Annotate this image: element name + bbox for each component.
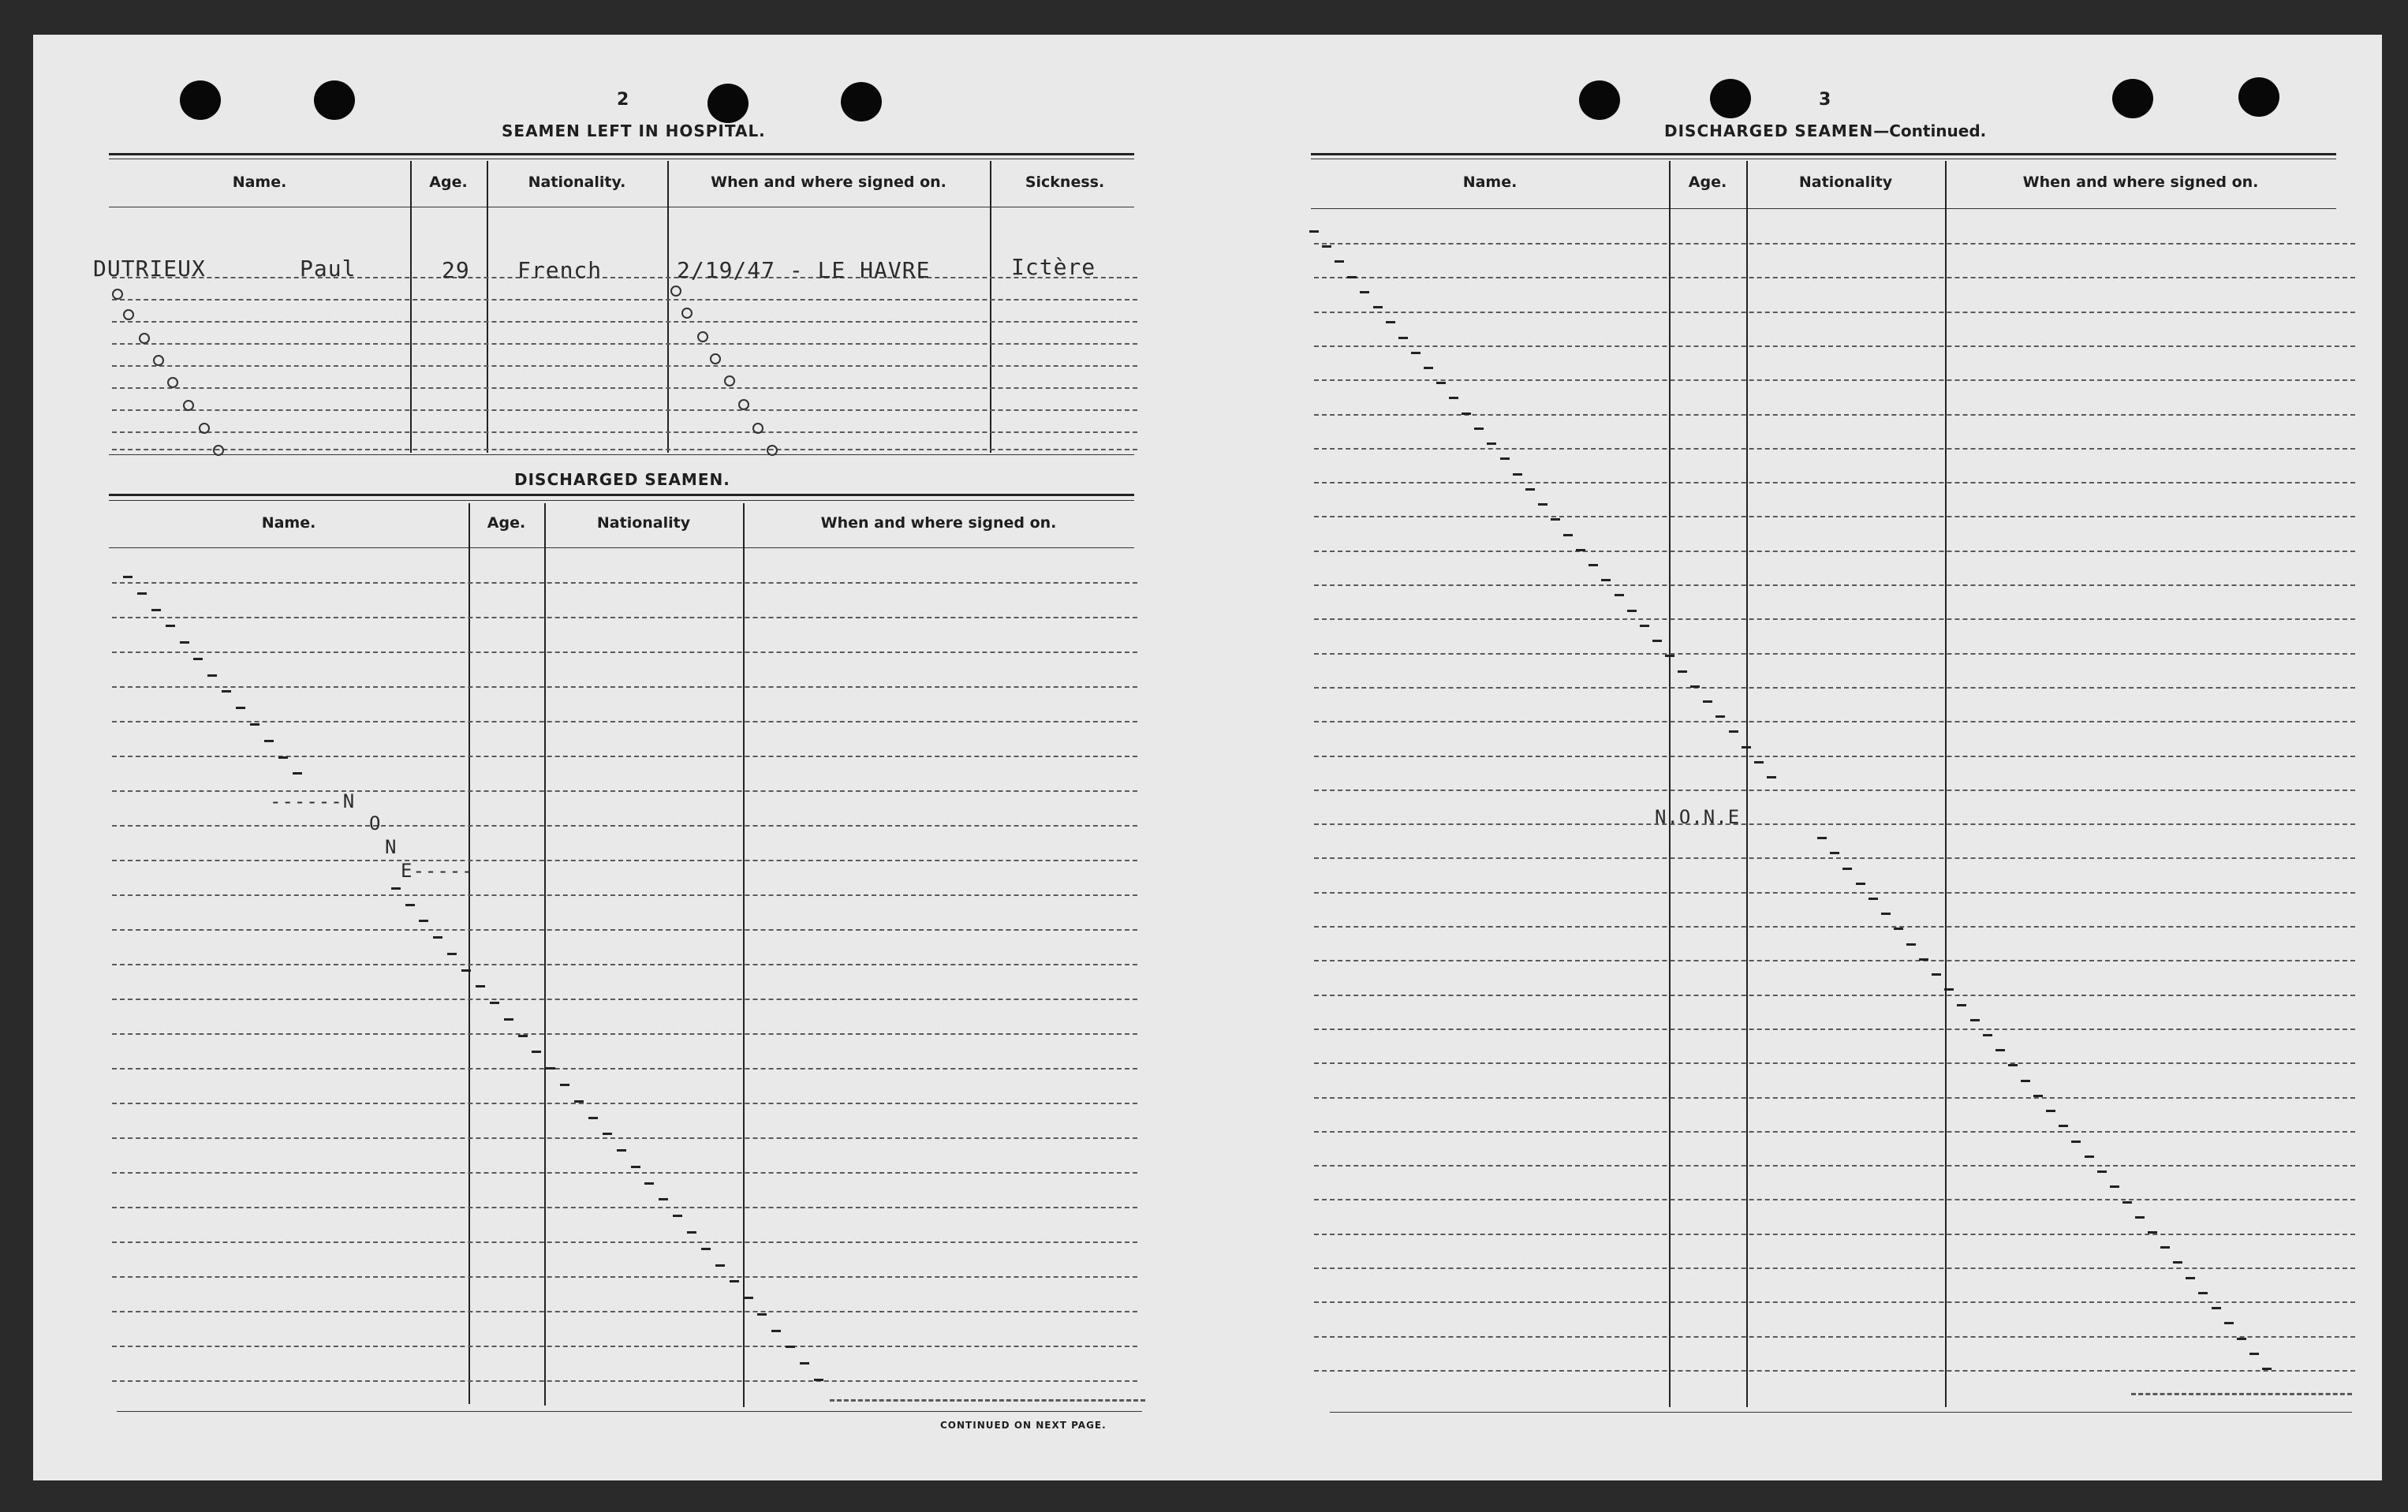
ditto-dash bbox=[1424, 367, 1433, 369]
ditto-dash bbox=[1817, 837, 1827, 839]
ruled-line bbox=[1314, 1029, 2355, 1030]
ditto-dash bbox=[391, 887, 401, 890]
ditto-dash bbox=[1995, 1049, 2005, 1051]
ditto-dash bbox=[771, 1330, 781, 1332]
ditto-dash bbox=[490, 1002, 499, 1004]
ditto-dash bbox=[1970, 1019, 1980, 1021]
ruled-line bbox=[1314, 1336, 2355, 1338]
ditto-dash bbox=[2059, 1125, 2068, 1127]
ruled-line bbox=[1314, 687, 2355, 689]
ditto-dash bbox=[701, 1248, 711, 1250]
table-bottom-rule bbox=[117, 1411, 1142, 1412]
col-nationality: Nationality bbox=[1798, 174, 1893, 191]
ditto-dash bbox=[2135, 1216, 2145, 1219]
ruled-line bbox=[112, 686, 1137, 688]
ditto-dash bbox=[123, 576, 133, 578]
entry-surname: DUTRIEUX bbox=[93, 256, 206, 282]
ditto-dash bbox=[2110, 1185, 2119, 1188]
entry-nationality: French bbox=[517, 257, 603, 283]
ruled-line bbox=[1314, 551, 2355, 552]
ditto-dash bbox=[730, 1280, 739, 1282]
ditto-dash bbox=[2212, 1307, 2221, 1309]
ditto-dash bbox=[461, 969, 471, 972]
col-nationality: Nationality. bbox=[528, 174, 626, 191]
ditto-dash bbox=[1551, 518, 1560, 521]
ditto-dash bbox=[1335, 260, 1344, 263]
ruled-line bbox=[1314, 892, 2355, 894]
left-page bbox=[33, 35, 1208, 1480]
ditto-dash bbox=[1957, 1004, 1966, 1006]
ditto-dash bbox=[2085, 1155, 2094, 1158]
ditto-dash bbox=[1729, 730, 1738, 733]
ditto-dash bbox=[236, 707, 245, 709]
col-name: Name. bbox=[261, 514, 316, 532]
ruled-line bbox=[112, 651, 1137, 653]
punch-hole bbox=[1710, 79, 1751, 118]
table-bottom-rule bbox=[1330, 1412, 2352, 1413]
ditto-dash bbox=[1919, 958, 1928, 961]
ditto-dash bbox=[1842, 868, 1852, 870]
col-name: Name. bbox=[1462, 174, 1518, 191]
ditto-dash bbox=[1627, 610, 1637, 612]
ruled-line bbox=[1314, 584, 2355, 586]
ditto-dash bbox=[1715, 715, 1725, 718]
ruled-line bbox=[1314, 926, 2355, 928]
ditto-dash bbox=[222, 690, 231, 693]
ditto-dash bbox=[2262, 1368, 2272, 1370]
ditto-dash bbox=[1513, 473, 1522, 476]
ditto-dash bbox=[137, 592, 147, 595]
ditto-dash bbox=[673, 1215, 682, 1217]
ruled-line bbox=[112, 1207, 1137, 1208]
ditto-dash bbox=[504, 1018, 513, 1021]
ditto-dash bbox=[1474, 427, 1484, 430]
ditto-dash bbox=[2021, 1080, 2030, 1082]
entry-given-name: Paul bbox=[300, 256, 357, 282]
ditto-dash bbox=[1589, 564, 1598, 566]
ditto-dash bbox=[1703, 700, 1712, 703]
ruled-line bbox=[112, 1276, 1137, 1278]
entry-age: 29 bbox=[442, 257, 470, 283]
ditto-dash bbox=[2173, 1261, 2182, 1264]
ditto-dash bbox=[207, 674, 217, 677]
ditto-dash bbox=[180, 641, 189, 644]
punch-hole bbox=[1579, 80, 1620, 120]
ruled-line bbox=[112, 1068, 1137, 1070]
punch-hole bbox=[180, 80, 221, 120]
ditto-dash bbox=[1436, 382, 1446, 384]
col-age: Age. bbox=[429, 174, 468, 191]
table-top-rule bbox=[109, 153, 1134, 155]
ditto-dash bbox=[659, 1198, 668, 1200]
none-mark: E----- bbox=[401, 860, 474, 882]
ditto-dash bbox=[617, 1149, 626, 1152]
ruled-line bbox=[1314, 516, 2355, 517]
ditto-dash bbox=[2046, 1110, 2055, 1112]
col-age: Age. bbox=[487, 514, 526, 532]
ruled-line bbox=[1314, 1131, 2355, 1133]
ditto-dash bbox=[2224, 1322, 2234, 1324]
ditto-dash bbox=[278, 756, 288, 759]
entry-sickness: Ictère bbox=[1011, 254, 1096, 280]
ditto-dash bbox=[1830, 852, 1839, 854]
ruled-line bbox=[1314, 1165, 2355, 1167]
ditto-dash bbox=[1615, 594, 1624, 596]
ditto-dash bbox=[1563, 534, 1573, 536]
ditto-dash bbox=[405, 904, 415, 906]
entry-signed-on: 2/19/47 - LE HAVRE bbox=[677, 257, 931, 283]
ditto-dash bbox=[2198, 1292, 2208, 1294]
col-signed-on: When and where signed on. bbox=[820, 514, 1057, 532]
ditto-dash bbox=[1538, 503, 1547, 506]
ditto-dash bbox=[2033, 1095, 2043, 1097]
page-number: 3 bbox=[1819, 90, 1831, 110]
ditto-dash bbox=[800, 1362, 809, 1365]
ditto-dash bbox=[1360, 291, 1369, 293]
ditto-dash bbox=[631, 1166, 640, 1168]
none-mark: N bbox=[385, 836, 398, 858]
ditto-dash bbox=[1742, 746, 1751, 749]
ditto-dash bbox=[744, 1297, 753, 1299]
ditto-dash bbox=[687, 1231, 696, 1234]
ruled-line bbox=[112, 721, 1137, 722]
ditto-dash bbox=[166, 625, 175, 627]
ruled-line bbox=[112, 1137, 1137, 1139]
hospital-section-title: SEAMEN LEFT IN HOSPITAL. bbox=[502, 121, 766, 140]
ditto-dash bbox=[250, 723, 259, 726]
col-age: Age. bbox=[1688, 174, 1727, 191]
ditto-dash bbox=[1906, 943, 1916, 946]
ruled-line bbox=[1314, 1097, 2355, 1099]
none-mark: N.O.N.E bbox=[1655, 806, 1741, 828]
ditto-dash bbox=[264, 740, 274, 742]
ditto-dash bbox=[447, 953, 457, 955]
ditto-dash bbox=[1767, 776, 1776, 778]
ditto-dash bbox=[1894, 928, 1903, 930]
ditto-dash bbox=[786, 1346, 795, 1348]
ditto-dash bbox=[433, 936, 442, 939]
col-signed-on: When and where signed on. bbox=[2022, 174, 2259, 191]
ditto-dash bbox=[532, 1051, 541, 1053]
ditto-dash bbox=[603, 1133, 612, 1135]
ruled-line bbox=[1314, 379, 2355, 381]
ditto-dash bbox=[1525, 488, 1535, 491]
ruled-line bbox=[1314, 345, 2355, 347]
ruled-line bbox=[112, 617, 1137, 618]
ruled-line bbox=[1314, 312, 2355, 313]
ditto-dash bbox=[293, 772, 302, 775]
col-signed-on: When and where signed on. bbox=[711, 174, 946, 191]
continued-footer: CONTINUED ON NEXT PAGE. bbox=[940, 1420, 1107, 1431]
ditto-dash bbox=[419, 920, 428, 922]
ditto-dash bbox=[2071, 1141, 2081, 1143]
ruled-line bbox=[1314, 995, 2355, 996]
ditto-dash bbox=[1932, 973, 1941, 976]
ruled-line bbox=[1314, 857, 2355, 859]
ditto-dash bbox=[644, 1182, 654, 1185]
ruled-line bbox=[112, 1033, 1137, 1035]
ditto-dash bbox=[1690, 685, 1700, 688]
ruled-line bbox=[112, 894, 1137, 896]
ruled-line bbox=[112, 1241, 1137, 1243]
ruled-line bbox=[1314, 756, 2355, 757]
ditto-dash bbox=[151, 609, 161, 611]
ditto-dash bbox=[1601, 579, 1611, 581]
ditto-dash bbox=[757, 1313, 767, 1316]
right-page bbox=[1248, 35, 2382, 1480]
ditto-dash bbox=[546, 1067, 555, 1070]
ditto-dash bbox=[1500, 457, 1510, 460]
ruled-line bbox=[112, 1311, 1137, 1312]
ruled-line bbox=[112, 964, 1137, 965]
ditto-dash bbox=[2186, 1277, 2195, 1279]
ditto-dash bbox=[2160, 1246, 2170, 1249]
ditto-dash bbox=[2122, 1201, 2132, 1204]
ruled-line bbox=[1314, 243, 2355, 245]
ruled-line bbox=[1314, 448, 2355, 450]
ditto-dash bbox=[1754, 761, 1764, 763]
ditto-dash bbox=[1462, 413, 1471, 415]
ditto-dash bbox=[1640, 625, 1649, 627]
ruled-line bbox=[1314, 482, 2355, 483]
ditto-dash bbox=[1944, 988, 1954, 991]
col-nationality: Nationality bbox=[596, 514, 691, 532]
ruled-line bbox=[112, 860, 1137, 861]
ditto-dash bbox=[814, 1379, 823, 1381]
ditto-dash bbox=[574, 1100, 584, 1103]
ruled-line bbox=[1314, 1234, 2355, 1235]
col-sickness: Sickness. bbox=[1025, 174, 1105, 191]
discharged-continued-title: DISCHARGED SEAMEN—Continued. bbox=[1664, 121, 1987, 140]
ruled-line bbox=[1314, 277, 2355, 278]
register-sheet bbox=[33, 35, 2382, 1480]
ditto-dash bbox=[1869, 898, 1878, 900]
ditto-dash bbox=[2249, 1353, 2259, 1355]
punch-hole bbox=[314, 80, 355, 120]
ditto-dash bbox=[1856, 883, 1865, 885]
ditto-dash bbox=[476, 985, 485, 987]
ditto-dash bbox=[2008, 1064, 2018, 1066]
ruled-line bbox=[1314, 653, 2355, 655]
ditto-dash bbox=[1665, 655, 1674, 657]
ruled-line bbox=[112, 999, 1137, 1000]
page-number: 2 bbox=[617, 90, 629, 110]
punch-hole bbox=[707, 84, 749, 123]
ruled-line bbox=[112, 929, 1137, 931]
ruled-line bbox=[1314, 1370, 2355, 1372]
ruled-line bbox=[1314, 721, 2355, 722]
punch-hole bbox=[841, 82, 882, 121]
ditto-dash bbox=[1411, 352, 1421, 354]
ditto-dash bbox=[193, 658, 203, 660]
ditto-dash bbox=[1983, 1034, 1992, 1036]
ditto-dash bbox=[1487, 442, 1496, 445]
ruled-line bbox=[112, 825, 1137, 827]
ditto-dash bbox=[1881, 913, 1891, 915]
ditto-dash bbox=[1398, 337, 1408, 339]
ditto-dash bbox=[1309, 230, 1319, 233]
ditto-dash bbox=[518, 1035, 528, 1037]
ruled-line bbox=[112, 582, 1137, 584]
ruled-line bbox=[1314, 1062, 2355, 1064]
ditto-dash bbox=[2237, 1338, 2246, 1340]
ditto-dash bbox=[2097, 1170, 2107, 1173]
ruled-line bbox=[1314, 1199, 2355, 1200]
ditto-dash bbox=[560, 1084, 569, 1086]
ditto-dash bbox=[1322, 245, 1331, 248]
none-mark: O bbox=[369, 812, 382, 834]
ruled-line bbox=[112, 790, 1137, 792]
ruled-line bbox=[1314, 790, 2355, 791]
ruled-line bbox=[112, 1103, 1137, 1104]
ruled-line bbox=[112, 1172, 1137, 1174]
ruled-line bbox=[112, 1380, 1137, 1382]
ruled-line bbox=[1314, 960, 2355, 961]
col-name: Name. bbox=[232, 174, 287, 191]
ruled-line bbox=[112, 756, 1137, 757]
ruled-line bbox=[112, 1346, 1137, 1347]
ditto-dash bbox=[1576, 549, 1585, 551]
discharged-section-title: DISCHARGED SEAMEN. bbox=[514, 470, 730, 489]
ditto-dash bbox=[1386, 321, 1395, 323]
punch-hole bbox=[2238, 77, 2279, 117]
ditto-dash bbox=[1652, 640, 1662, 642]
ruled-line bbox=[1314, 823, 2355, 825]
ditto-dash bbox=[1678, 670, 1687, 673]
ruled-line bbox=[1314, 1267, 2355, 1269]
none-mark: ------N bbox=[270, 790, 356, 812]
ruled-line bbox=[1314, 1301, 2355, 1303]
ditto-dash bbox=[1347, 276, 1357, 278]
ruled-line bbox=[1314, 618, 2355, 620]
ditto-dash bbox=[715, 1264, 725, 1267]
ditto-dash bbox=[2148, 1231, 2157, 1234]
ditto-dash bbox=[588, 1117, 598, 1119]
ditto-dash bbox=[1373, 306, 1383, 308]
punch-hole bbox=[2112, 79, 2153, 118]
ditto-dash bbox=[1449, 397, 1458, 399]
